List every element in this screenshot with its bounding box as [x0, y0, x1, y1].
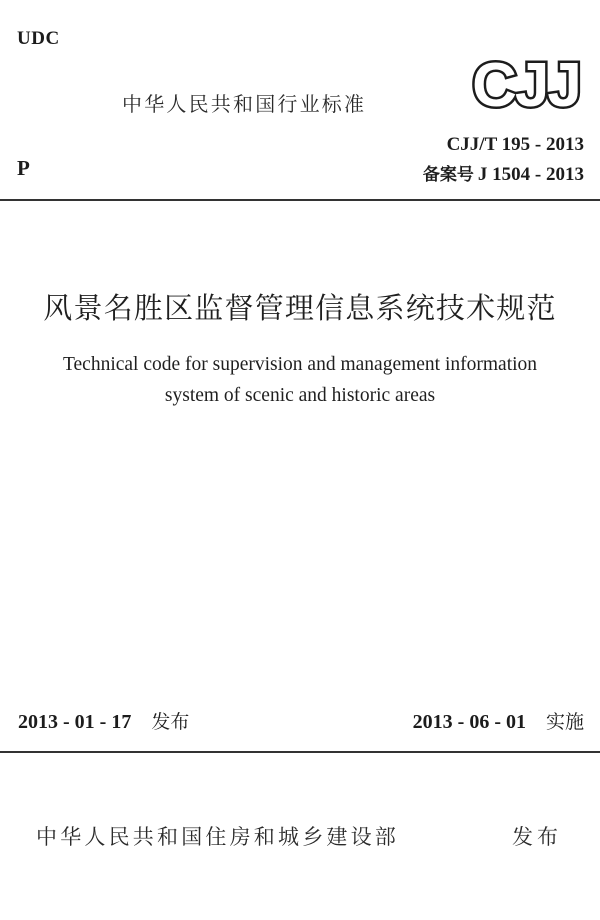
publish-label: 发布	[151, 711, 190, 733]
record-number-line	[423, 160, 584, 186]
header-divider	[0, 199, 600, 201]
logo-text: CJJ	[472, 51, 580, 116]
title-english	[0, 349, 600, 411]
record-label: 备案号	[422, 165, 474, 185]
cjj-logo	[466, 50, 586, 116]
standard-code: CJJ/T 195 - 2013	[446, 134, 584, 155]
title-chinese: 风景名胜区监督管理信息系统技术规范	[43, 291, 557, 325]
title-english-line2: system of scenic and historic areas	[164, 385, 436, 406]
implement-date-line	[413, 707, 584, 734]
record-number: J 1504 - 2013	[477, 164, 584, 185]
udc-label: UDC	[17, 28, 60, 49]
cjj-logo-graphic	[466, 50, 586, 116]
industry-standard-heading: 中华人民共和国行业标准	[122, 92, 367, 116]
implement-date: 2013 - 06 - 01	[412, 711, 526, 733]
implement-label: 实施	[545, 711, 584, 733]
issuer-action: 发布	[512, 825, 562, 849]
publish-date-line	[18, 707, 189, 734]
footer-divider	[0, 751, 600, 753]
publish-date: 2013 - 01 - 17	[18, 711, 132, 733]
title-english-line1: Technical code for supervision and management information	[62, 354, 538, 375]
classification-code: P	[17, 156, 30, 180]
issuing-authority: 中华人民共和国住房和城乡建设部	[36, 825, 399, 849]
